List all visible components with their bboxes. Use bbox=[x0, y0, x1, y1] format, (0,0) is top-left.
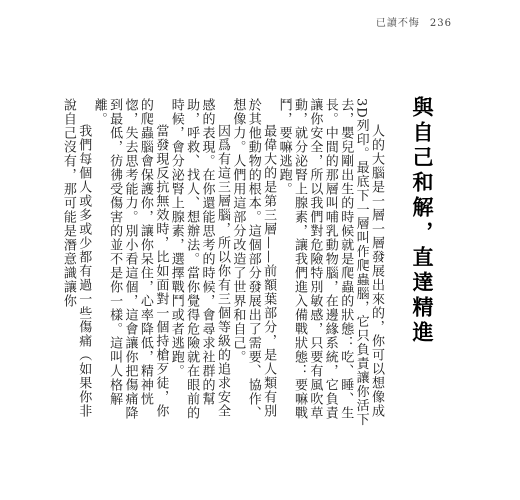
running-head bbox=[376, 14, 452, 29]
paragraph-1: 人的大腦是一層一層發展出來的，你可以想像成3D列印。最底下一層叫作爬蟲腦，它只負責讓你活下去，嬰兒剛出生的時候就是爬蟲的狀態：吃、睡、生長。中間的那層叫哺乳動物腦，在邊緣系統，它負責讓你安全，所以我們對危險特別敏感，只要有風吹草動，就分泌腎上腺素，讓我們進入備戰狀態：要嘛戰鬥，要嘛逃跑。 bbox=[276, 98, 384, 427]
paragraph-2: 最偉大的是第三層——前額葉部分，是人類有別於其他動物的根本。這個部分發展出了需要、協作、想像力。人們用這部分改造了世界和自己。 bbox=[230, 98, 277, 420]
paragraph-5: 我們每個人或多或少都有過一些傷痛（如果你非說自己沒有，那可能是潛意識讓你 bbox=[60, 98, 92, 418]
page-number: 236 bbox=[429, 18, 452, 29]
section-heading: 與自己和解，直達精進 bbox=[410, 96, 434, 346]
body-text bbox=[60, 98, 384, 428]
paragraph-4: 當發現反抗無效時，比如面對一個持槍歹徒，你的爬蟲腦會保護你，讓你呆住，心率降低，精神恍惚，失去思考能力。別小看這個，這會讓你把傷痛降到最低，彷彿受傷害的並不是你一樣。這叫人格解離。 bbox=[91, 98, 169, 420]
paragraph-3: 因爲有這三層腦，所以你有三個等級的追求安全感的表現。在你還能思考的時候，會尋求社群的幫助，呼救、找人、想辦法。當你覺得危險就在眼前的時候，會分泌腎上腺素，選擇戰鬥或者逃跑。 bbox=[168, 98, 230, 420]
running-head-title: 已讀不悔 bbox=[375, 18, 420, 29]
